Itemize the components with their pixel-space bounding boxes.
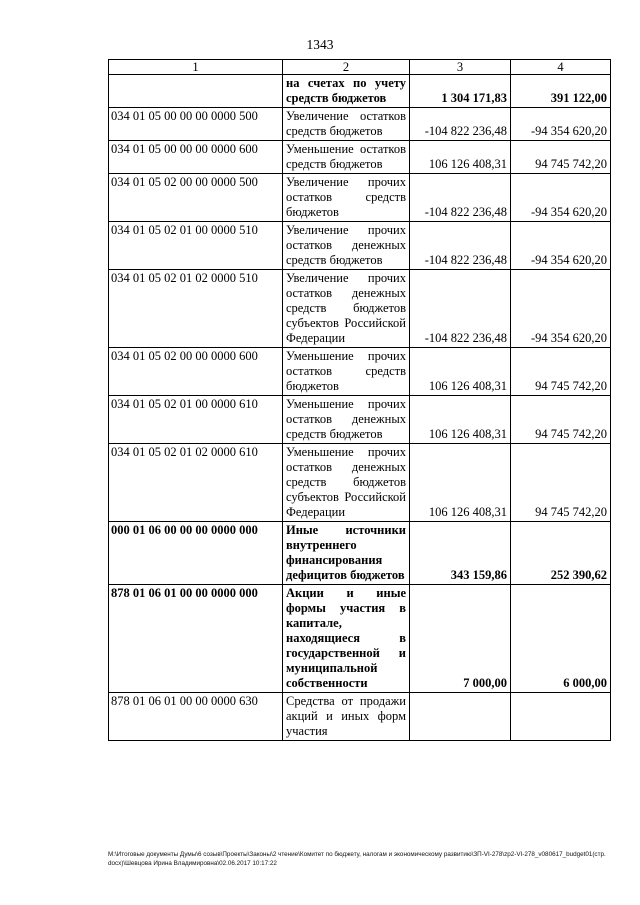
description-cell: Иные источники внутреннего финансирования дефицитов бюджетов (283, 522, 410, 585)
budget-code-cell: 878 01 06 01 00 00 0000 000 (109, 585, 283, 693)
table-row (109, 585, 611, 693)
budget-code-cell: 878 01 06 01 00 00 0000 630 (109, 693, 283, 741)
description-cell: Средства от продажи акций и иных форм участия (283, 693, 410, 741)
budget-code-cell: 034 01 05 02 01 02 0000 510 (109, 270, 283, 348)
description-cell: Уменьшение прочих остатков средств бюджетов (283, 348, 410, 396)
description-cell: Увеличение прочих остатков денежных средств бюджетов субъектов Российской Федерации (283, 270, 410, 348)
table-row (109, 348, 611, 396)
amount-col4-cell: 6 000,00 (511, 585, 611, 693)
budget-code-cell: 034 01 05 02 00 00 0000 500 (109, 174, 283, 222)
amount-col4-cell: -94 354 620,20 (511, 108, 611, 141)
table-body (109, 75, 611, 741)
table-row (109, 75, 611, 108)
table-row (109, 444, 611, 522)
column-header: 3 (410, 60, 511, 75)
description-cell: Уменьшение прочих остатков денежных средств бюджетов (283, 396, 410, 444)
amount-col3-cell: -104 822 236,48 (410, 108, 511, 141)
table-row (109, 693, 611, 741)
table-row (109, 522, 611, 585)
description-cell: Увеличение прочих остатков средств бюджетов (283, 174, 410, 222)
amount-col3-cell: 1 304 171,83 (410, 75, 511, 108)
description-cell: Увеличение прочих остатков денежных средств бюджетов (283, 222, 410, 270)
table-row (109, 222, 611, 270)
amount-col4-cell (511, 693, 611, 741)
budget-code-cell: 034 01 05 00 00 00 0000 500 (109, 108, 283, 141)
budget-code-cell: 034 01 05 02 01 02 0000 610 (109, 444, 283, 522)
description-cell: Увеличение остатков средств бюджетов (283, 108, 410, 141)
amount-col4-cell: -94 354 620,20 (511, 174, 611, 222)
table-row (109, 396, 611, 444)
column-header: 1 (109, 60, 283, 75)
description-cell: Акции и иные формы участия в капитале, находящиеся в государственной и муниципальной собственности (283, 585, 410, 693)
amount-col4-cell: 94 745 742,20 (511, 348, 611, 396)
budget-code-cell: 034 01 05 02 01 00 0000 510 (109, 222, 283, 270)
amount-col3-cell: 106 126 408,31 (410, 348, 511, 396)
page-number: 1343 (306, 37, 334, 52)
description-cell: Уменьшение остатков средств бюджетов (283, 141, 410, 174)
description-cell: Уменьшение прочих остатков денежных средств бюджетов субъектов Российской Федерации (283, 444, 410, 522)
budget-code-cell: 000 01 06 00 00 00 0000 000 (109, 522, 283, 585)
amount-col3-cell: -104 822 236,48 (410, 174, 511, 222)
amount-col3-cell: 106 126 408,31 (410, 444, 511, 522)
amount-col4-cell: 252 390,62 (511, 522, 611, 585)
budget-code-cell: 034 01 05 00 00 00 0000 600 (109, 141, 283, 174)
table-header-row (109, 60, 611, 75)
budget-code-cell: 034 01 05 02 01 00 0000 610 (109, 396, 283, 444)
amount-col3-cell: 343 159,86 (410, 522, 511, 585)
amount-col4-cell: 94 745 742,20 (511, 444, 611, 522)
amount-col3-cell: 106 126 408,31 (410, 141, 511, 174)
description-cell: на счетах по учету средств бюджетов (283, 75, 410, 108)
amount-col3-cell: -104 822 236,48 (410, 222, 511, 270)
table-row (109, 270, 611, 348)
table-row (109, 174, 611, 222)
amount-col3-cell: -104 822 236,48 (410, 270, 511, 348)
amount-col4-cell: -94 354 620,20 (511, 222, 611, 270)
amount-col4-cell: 94 745 742,20 (511, 141, 611, 174)
file-path-footer: М:\Итоговые документы Думы\6 созыв\Проекты\Законы\2 чтение\Комитет по бюджету, налогам и экономическому развитию\ЗП-VI-278\zp2-VI-278_v080617_budget01(стр. docx)\Шевцова Ирина Владимировна\02.06.2017 10:17:22 (108, 851, 606, 867)
column-header: 4 (511, 60, 611, 75)
amount-col4-cell: -94 354 620,20 (511, 270, 611, 348)
table-row (109, 141, 611, 174)
amount-col3-cell: 7 000,00 (410, 585, 511, 693)
budget-sources-table (108, 59, 611, 741)
budget-code-cell (109, 75, 283, 108)
table-row (109, 108, 611, 141)
amount-col4-cell: 94 745 742,20 (511, 396, 611, 444)
budget-code-cell: 034 01 05 02 00 00 0000 600 (109, 348, 283, 396)
amount-col3-cell: 106 126 408,31 (410, 396, 511, 444)
amount-col3-cell (410, 693, 511, 741)
column-header: 2 (283, 60, 410, 75)
amount-col4-cell: 391 122,00 (511, 75, 611, 108)
